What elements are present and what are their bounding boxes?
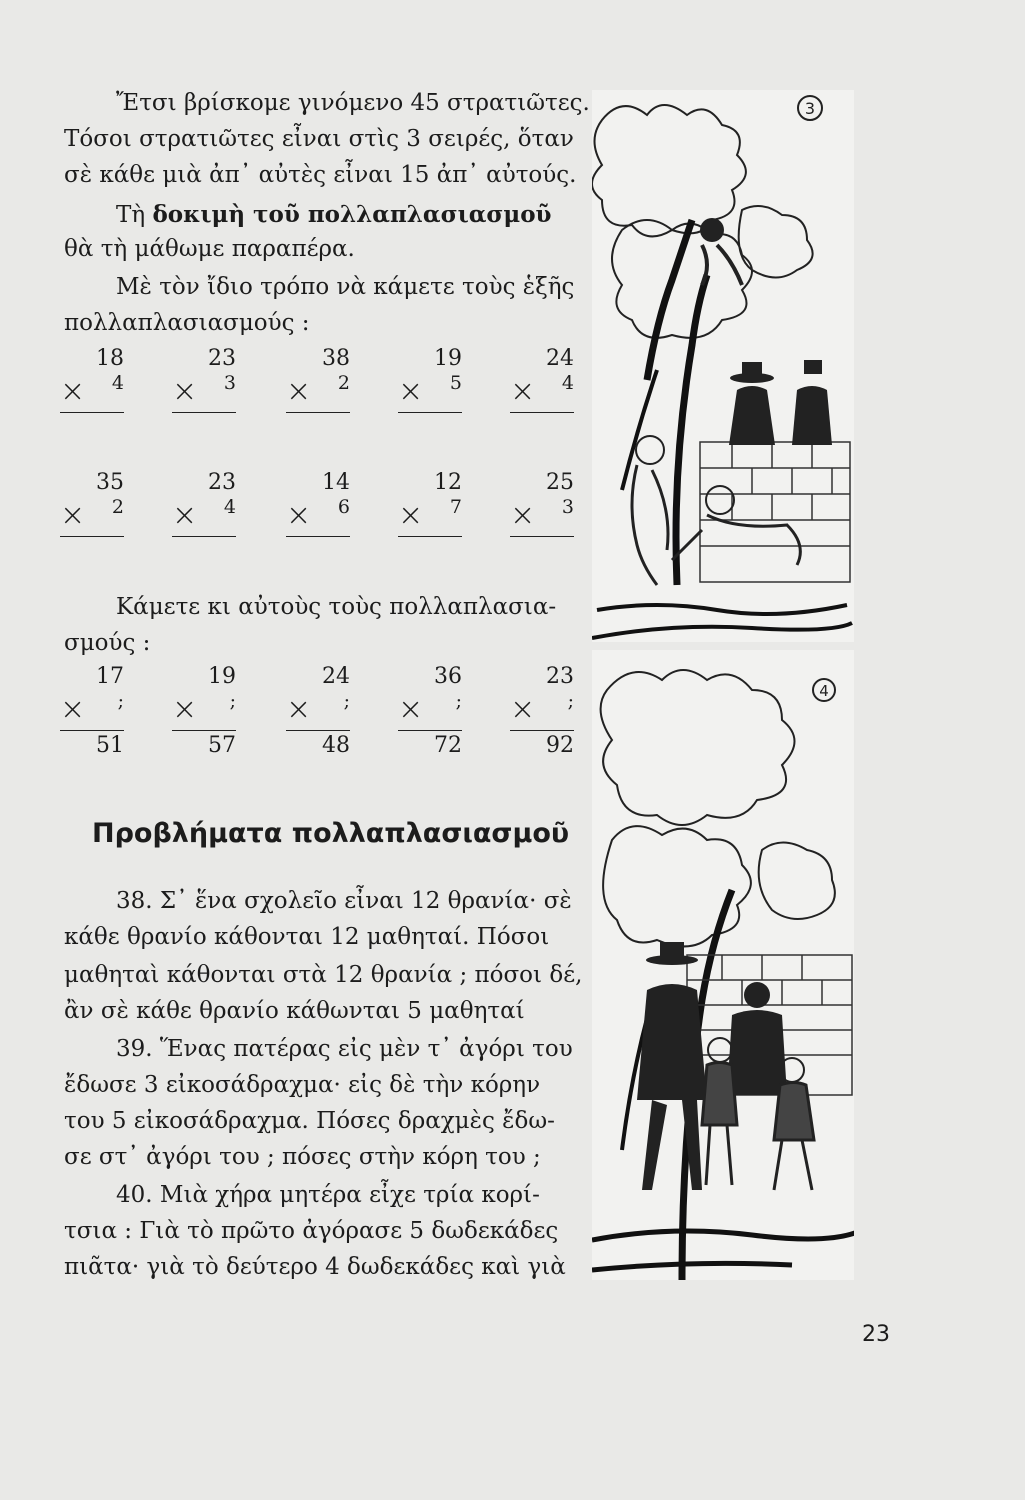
problem-38-line-4: ἂν σὲ κάθε θρανίο κάθωνται 5 μαθηταί bbox=[64, 998, 525, 1024]
multiplicand: 17 bbox=[96, 664, 124, 689]
multiplicand: 23 bbox=[208, 346, 236, 371]
multiplicand: 38 bbox=[322, 346, 350, 371]
times-sign: × bbox=[60, 498, 86, 533]
problem-39-line-2: ἔδωσε 3 εἰκοσάδραχμα· εἰς δὲ τὴν κόρην bbox=[64, 1072, 541, 1098]
times-sign: × bbox=[172, 498, 198, 533]
multiplier: 4 bbox=[223, 496, 236, 518]
intro-line-7: πολλαπλασιασμούς : bbox=[64, 310, 310, 336]
figure-4-label: 4 bbox=[819, 682, 829, 700]
multiplicand: 14 bbox=[322, 470, 350, 495]
mult-problem bbox=[60, 346, 124, 413]
missing-multiplier: ; bbox=[343, 690, 350, 712]
missing-multiplier: ; bbox=[117, 690, 124, 712]
tree-wall-drawing bbox=[592, 90, 854, 642]
answer-line bbox=[60, 412, 124, 413]
multiplicand: 12 bbox=[434, 470, 462, 495]
multiplier: 3 bbox=[561, 496, 574, 518]
intro-line-6: Μὲ τὸν ἴδιο τρόπο νὰ κάμετε τοὺς ἑξῆς bbox=[116, 274, 575, 300]
mult-problem bbox=[172, 346, 236, 413]
multiplicand: 24 bbox=[322, 664, 350, 689]
times-sign: × bbox=[60, 374, 86, 409]
mult-problem bbox=[60, 470, 124, 537]
answer-line bbox=[286, 412, 350, 413]
missing-multiplier: ; bbox=[455, 690, 462, 712]
family-walk-drawing bbox=[592, 650, 854, 1280]
times-sign: × bbox=[60, 692, 86, 727]
problem-38-line-3: μαθηταὶ κάθονται στὰ 12 θρανία ; πόσοι δέ, bbox=[64, 962, 583, 988]
answer-line bbox=[172, 536, 236, 537]
mult-problem bbox=[286, 470, 350, 537]
times-sign: × bbox=[510, 498, 536, 533]
multiplicand: 25 bbox=[546, 470, 574, 495]
problem-39-line-3: του 5 εἰκοσάδραχμα. Πόσες δραχμὲς ἔδω- bbox=[64, 1108, 555, 1134]
times-sign: × bbox=[510, 692, 536, 727]
test-phrase: δοκιμὴ τοῦ πολλαπλασιασμοῦ bbox=[152, 201, 552, 228]
answer-line bbox=[286, 536, 350, 537]
answer-line bbox=[398, 536, 462, 537]
missing-multiplier: ; bbox=[567, 690, 574, 712]
times-sign: × bbox=[398, 374, 424, 409]
mult-problem bbox=[398, 346, 462, 413]
illustration-family-walk bbox=[592, 650, 854, 1280]
missing-multiplier: ; bbox=[229, 690, 236, 712]
problem-39-line-4: σε στ᾽ ἀγόρι του ; πόσες στὴν κόρη του ; bbox=[64, 1144, 541, 1170]
multiplier: 4 bbox=[111, 372, 124, 394]
product: 92 bbox=[546, 733, 574, 758]
times-sign: × bbox=[172, 374, 198, 409]
problem-40-line-3: πιᾶτα· γιὰ τὸ δεύτερο 4 δωδεκάδες καὶ γιὰ bbox=[64, 1254, 566, 1280]
product: 51 bbox=[96, 733, 124, 758]
mult-problem bbox=[398, 664, 462, 758]
multiplier: 5 bbox=[449, 372, 462, 394]
times-sign: × bbox=[286, 374, 312, 409]
mult-problem bbox=[286, 664, 350, 758]
multiplicand: 19 bbox=[208, 664, 236, 689]
times-sign: × bbox=[172, 692, 198, 727]
multiplicand: 23 bbox=[208, 470, 236, 495]
product: 57 bbox=[208, 733, 236, 758]
problem-38-line-2: κάθε θρανίο κάθονται 12 μαθηταί. Πόσοι bbox=[64, 924, 550, 950]
multiplicand: 35 bbox=[96, 470, 124, 495]
multiplier: 2 bbox=[111, 496, 124, 518]
mult-problem bbox=[286, 346, 350, 413]
intro-line-5: θὰ τὴ μάθωμε παραπέρα. bbox=[64, 236, 355, 262]
times-sign: × bbox=[398, 498, 424, 533]
mult-problem bbox=[510, 664, 574, 758]
answer-line bbox=[398, 412, 462, 413]
multiplicand: 19 bbox=[434, 346, 462, 371]
problem-40-line-2: τσια : Γιὰ τὸ πρῶτο ἀγόρασε 5 δωδεκάδες bbox=[64, 1218, 559, 1244]
answer-line bbox=[510, 536, 574, 537]
times-sign: × bbox=[510, 374, 536, 409]
multiplicand: 36 bbox=[434, 664, 462, 689]
mid-line-2: σμούς : bbox=[64, 630, 151, 656]
answer-line bbox=[60, 536, 124, 537]
problem-40-line-1: 40. Μιὰ χήρα μητέρα εἶχε τρία κορί- bbox=[116, 1182, 540, 1208]
page-number: 23 bbox=[862, 1322, 890, 1347]
figure-3-label: 3 bbox=[804, 99, 816, 118]
intro-line-1: Ἔτσι βρίσκομε γινόμενο 45 στρατιῶτες. bbox=[116, 90, 590, 116]
multiplicand: 24 bbox=[546, 346, 574, 371]
multiplier: 2 bbox=[337, 372, 350, 394]
product: 72 bbox=[434, 733, 462, 758]
mult-problem bbox=[510, 346, 574, 413]
times-sign: × bbox=[286, 498, 312, 533]
answer-line bbox=[172, 412, 236, 413]
mult-problem bbox=[398, 470, 462, 537]
multiplicand: 18 bbox=[96, 346, 124, 371]
mid-line-1: Κάμετε κι αὐτοὺς τοὺς πολλαπλασια- bbox=[116, 594, 557, 620]
problem-39-line-1: 39. Ἕνας πατέρας εἰς μὲν τ᾽ ἀγόρι του bbox=[116, 1036, 573, 1062]
multiplier: 4 bbox=[561, 372, 574, 394]
times-sign: × bbox=[398, 692, 424, 727]
section-heading: Προβλήματα πολλαπλασιασμοῦ bbox=[92, 818, 570, 849]
mult-problem bbox=[172, 664, 236, 758]
mult-problem bbox=[172, 470, 236, 537]
multiplier: 7 bbox=[449, 496, 462, 518]
mult-problem bbox=[60, 664, 124, 758]
multiplier: 6 bbox=[337, 496, 350, 518]
intro-line-4-start: Τὴ bbox=[116, 202, 153, 228]
mult-problem bbox=[510, 470, 574, 537]
multiplicand: 23 bbox=[546, 664, 574, 689]
multiplier: 3 bbox=[223, 372, 236, 394]
intro-line-3: σὲ κάθε μιὰ ἀπ᾽ αὐτὲς εἶναι 15 ἀπ᾽ αὐτούς. bbox=[64, 162, 577, 188]
product: 48 bbox=[322, 733, 350, 758]
intro-line-2: Τόσοι στρατιῶτες εἶναι στὶς 3 σειρές, ὅταν bbox=[64, 126, 574, 152]
intro-line-4 bbox=[64, 200, 628, 230]
times-sign: × bbox=[286, 692, 312, 727]
answer-line bbox=[510, 412, 574, 413]
illustration-tree-wall bbox=[592, 90, 854, 642]
problem-38-line-1: 38. Σ᾽ ἕνα σχολεῖο εἶναι 12 θρανία· σὲ bbox=[116, 888, 572, 914]
